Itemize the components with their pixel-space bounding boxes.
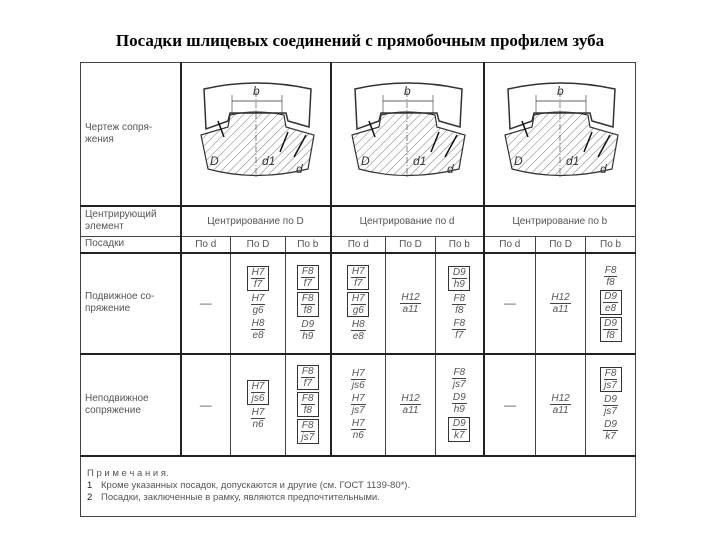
fit-shaft-tolerance: h9 bbox=[453, 404, 465, 415]
preferred-fit bbox=[347, 292, 369, 317]
dimension-label-D: D bbox=[513, 154, 523, 169]
spline-joint-drawing bbox=[347, 77, 467, 187]
fit-shaft-tolerance: g6 bbox=[252, 304, 264, 316]
fit-cell bbox=[231, 253, 286, 354]
fit-hole-tolerance: H12 bbox=[551, 393, 570, 404]
fit-shaft-tolerance: n6 bbox=[252, 418, 264, 430]
dash: — bbox=[503, 296, 516, 310]
fit-hole-tolerance: F8 bbox=[301, 420, 314, 431]
fit-cell bbox=[586, 253, 636, 354]
fit bbox=[348, 319, 368, 342]
fit-shaft-tolerance: js6 bbox=[351, 380, 365, 391]
dimension-label-D: D bbox=[361, 154, 370, 169]
fit-hole-tolerance: D9 bbox=[452, 392, 466, 403]
fit bbox=[548, 393, 572, 416]
fit-shaft-tolerance: a11 bbox=[552, 303, 569, 315]
preferred-fit bbox=[247, 380, 269, 405]
preferred-fit bbox=[297, 392, 319, 417]
fit-hole-tolerance: H12 bbox=[401, 291, 420, 303]
fit-cell bbox=[286, 253, 331, 354]
fit-shaft-tolerance: a11 bbox=[402, 303, 419, 315]
drawing-centering-b bbox=[484, 63, 636, 206]
fit bbox=[548, 292, 572, 315]
notes-heading: П р и м е ч а н и я. bbox=[87, 468, 169, 480]
fit-hole-tolerance: D9 bbox=[604, 419, 617, 430]
fit-hole-tolerance: D9 bbox=[452, 266, 466, 278]
fit-shaft-tolerance: js7 bbox=[604, 380, 617, 391]
fit bbox=[398, 292, 422, 315]
fit bbox=[348, 393, 368, 416]
fit-shaft-tolerance: h9 bbox=[453, 278, 465, 290]
fit-hole-tolerance: H7 bbox=[251, 406, 265, 418]
fit-hole-tolerance: H7 bbox=[251, 292, 265, 304]
drawing-centering-D bbox=[181, 63, 331, 206]
fit-shaft-tolerance: e8 bbox=[252, 329, 264, 341]
row-label-movable: Подвижное со-пряжение bbox=[81, 253, 181, 354]
fit-hole-tolerance: F8 bbox=[301, 393, 314, 404]
fit-shaft-tolerance: h9 bbox=[302, 330, 314, 342]
fit-hole-tolerance: H8 bbox=[251, 317, 265, 329]
dimension-label-b: b bbox=[404, 84, 411, 99]
fit-hole-tolerance: F8 bbox=[301, 265, 314, 277]
subheader: По d bbox=[484, 237, 536, 253]
fit-shaft-tolerance: f8 bbox=[606, 329, 615, 341]
fit-hole-tolerance: D9 bbox=[301, 318, 315, 330]
note-text: Кроме указанных посадок, допускаются и другие (см. ГОСТ 1139-80*). bbox=[101, 480, 411, 492]
fit-hole-tolerance: D9 bbox=[604, 317, 617, 329]
spline-joint-drawing bbox=[500, 77, 620, 187]
dimension-label-d: d bbox=[447, 162, 454, 177]
preferred-fit bbox=[297, 265, 319, 290]
preferred-fit bbox=[600, 290, 622, 315]
fit-hole-tolerance: D9 bbox=[604, 290, 617, 302]
fit-shaft-tolerance: f7 bbox=[303, 378, 312, 389]
fit bbox=[348, 418, 368, 441]
fit-shaft-tolerance: a11 bbox=[552, 405, 569, 416]
subheader: По d bbox=[181, 237, 231, 253]
fit-cell bbox=[484, 253, 536, 354]
fit bbox=[601, 394, 621, 417]
fit-cell bbox=[536, 354, 586, 456]
fit-hole-tolerance: F8 bbox=[453, 367, 466, 378]
fit bbox=[601, 265, 621, 288]
fit bbox=[449, 392, 469, 415]
preferred-fit bbox=[448, 266, 470, 291]
fit-shaft-tolerance: f8 bbox=[606, 276, 615, 288]
fit-shaft-tolerance: e8 bbox=[605, 302, 617, 314]
fit-cell bbox=[436, 253, 484, 354]
fit-shaft-tolerance: g6 bbox=[352, 304, 364, 316]
fit-cell bbox=[536, 253, 586, 354]
group-header: Центрирование по b bbox=[484, 206, 636, 237]
fit-shaft-tolerance: f7 bbox=[455, 329, 464, 341]
fit-hole-tolerance: H7 bbox=[351, 368, 365, 379]
page-title: Посадки шлицевых соединений с прямобочным профилем зуба bbox=[115, 31, 605, 50]
fit-shaft-tolerance: f7 bbox=[354, 277, 363, 289]
subheader: По b bbox=[436, 237, 484, 253]
preferred-fit bbox=[347, 265, 369, 290]
dimension-label-d1: d1 bbox=[413, 154, 427, 169]
fit-cell bbox=[386, 354, 436, 456]
fit-shaft-tolerance: f8 bbox=[455, 304, 464, 316]
preferred-fit bbox=[600, 367, 622, 392]
fit-shaft-tolerance: js7 bbox=[301, 432, 315, 443]
note-number: 2 bbox=[87, 492, 93, 504]
fit-hole-tolerance: F8 bbox=[453, 317, 466, 329]
fit-hole-tolerance: F8 bbox=[453, 292, 466, 304]
fit bbox=[348, 368, 368, 391]
fit-cell bbox=[436, 354, 484, 456]
subheader: По D bbox=[231, 237, 286, 253]
fit-hole-tolerance: H12 bbox=[401, 393, 420, 404]
fit-shaft-tolerance: f8 bbox=[303, 405, 312, 416]
fit-hole-tolerance: F8 bbox=[301, 366, 314, 377]
fit-cell bbox=[331, 354, 386, 456]
preferred-fit bbox=[297, 292, 319, 317]
dimension-label-b: b bbox=[252, 84, 260, 99]
fit-hole-tolerance: H7 bbox=[251, 266, 265, 278]
fit-shaft-tolerance: js7 bbox=[452, 379, 466, 390]
row-label-centering: Центрирующий элемент bbox=[81, 206, 181, 237]
dimension-label-d: d bbox=[295, 162, 303, 177]
fit-hole-tolerance: H7 bbox=[251, 380, 265, 392]
fit bbox=[248, 407, 268, 430]
subheader: По D bbox=[536, 237, 586, 253]
dimension-label-b: b bbox=[556, 84, 564, 99]
fit-hole-tolerance: F8 bbox=[301, 292, 314, 304]
fit-cell bbox=[286, 354, 331, 456]
fit-hole-tolerance: F8 bbox=[604, 368, 617, 379]
group-header: Центрирование по D bbox=[181, 206, 331, 237]
group-header: Центрирование по d bbox=[331, 206, 484, 237]
fit-hole-tolerance: H7 bbox=[351, 393, 365, 404]
fit-hole-tolerance: H12 bbox=[551, 291, 570, 303]
fit-hole-tolerance: D9 bbox=[604, 394, 617, 405]
fit-shaft-tolerance: js6 bbox=[251, 392, 265, 404]
fit-cell bbox=[484, 354, 536, 456]
fit-shaft-tolerance: f7 bbox=[253, 278, 263, 290]
note-item bbox=[87, 492, 629, 504]
fit-hole-tolerance: H7 bbox=[351, 418, 365, 429]
row-label-fixed: Неподвижное сопряжение bbox=[81, 354, 181, 456]
fit-shaft-tolerance: a11 bbox=[402, 405, 419, 416]
fit-hole-tolerance: F8 bbox=[604, 264, 617, 276]
fit-hole-tolerance: H7 bbox=[351, 292, 365, 304]
spline-joint-drawing bbox=[196, 77, 316, 187]
note-item bbox=[87, 480, 629, 492]
fit-shaft-tolerance: js7 bbox=[604, 406, 617, 417]
fit bbox=[601, 419, 621, 442]
fit-shaft-tolerance: k7 bbox=[454, 430, 465, 441]
fit-hole-tolerance: D9 bbox=[452, 418, 466, 429]
preferred-fit bbox=[600, 317, 622, 342]
dash: — bbox=[199, 296, 212, 310]
fit-shaft-tolerance: js7 bbox=[351, 405, 365, 416]
note-text: Посадки, заключенные в рамку, являются предпочтительными. bbox=[101, 492, 380, 504]
dimension-label-d1: d1 bbox=[261, 154, 275, 169]
dimension-label-D: D bbox=[209, 154, 219, 169]
fit bbox=[248, 293, 268, 316]
fit-cell bbox=[331, 253, 386, 354]
preferred-fit bbox=[448, 417, 470, 442]
dimension-label-d1: d1 bbox=[565, 154, 580, 169]
fit-cell bbox=[386, 253, 436, 354]
drawing-row bbox=[81, 63, 636, 206]
subheader: По D bbox=[386, 237, 436, 253]
fit-shaft-tolerance: e8 bbox=[352, 330, 364, 342]
dash: — bbox=[199, 397, 212, 412]
fit bbox=[449, 293, 469, 316]
subheader: По b bbox=[286, 237, 331, 253]
fit-shaft-tolerance: f7 bbox=[303, 277, 312, 289]
fit bbox=[449, 318, 469, 341]
fit bbox=[449, 367, 469, 390]
fit-shaft-tolerance: f8 bbox=[303, 304, 312, 316]
row-label-drawing: Чертеж сопря-жения bbox=[81, 63, 181, 206]
fit bbox=[248, 318, 268, 341]
preferred-fit bbox=[247, 266, 269, 291]
fit-cell bbox=[181, 253, 231, 354]
fit bbox=[298, 319, 318, 342]
fit-cell bbox=[231, 354, 286, 456]
subheader: По b bbox=[586, 237, 636, 253]
row-label-fits: Посадки bbox=[81, 237, 181, 253]
drawing-centering-d bbox=[331, 63, 484, 206]
fit bbox=[398, 393, 422, 416]
fit-shaft-tolerance: n6 bbox=[352, 430, 364, 441]
note-number: 1 bbox=[87, 480, 93, 492]
dash: — bbox=[503, 397, 516, 412]
dimension-label-d: d bbox=[599, 162, 607, 177]
fit-hole-tolerance: H8 bbox=[351, 318, 365, 330]
subheader: По d bbox=[331, 237, 386, 253]
fits-table bbox=[80, 62, 636, 517]
fit-cell bbox=[181, 354, 231, 456]
fit-cell bbox=[586, 354, 636, 456]
preferred-fit bbox=[297, 419, 319, 444]
fit-hole-tolerance: H7 bbox=[351, 265, 365, 277]
preferred-fit bbox=[297, 365, 319, 390]
notes bbox=[81, 456, 636, 517]
fit-shaft-tolerance: k7 bbox=[605, 431, 616, 442]
